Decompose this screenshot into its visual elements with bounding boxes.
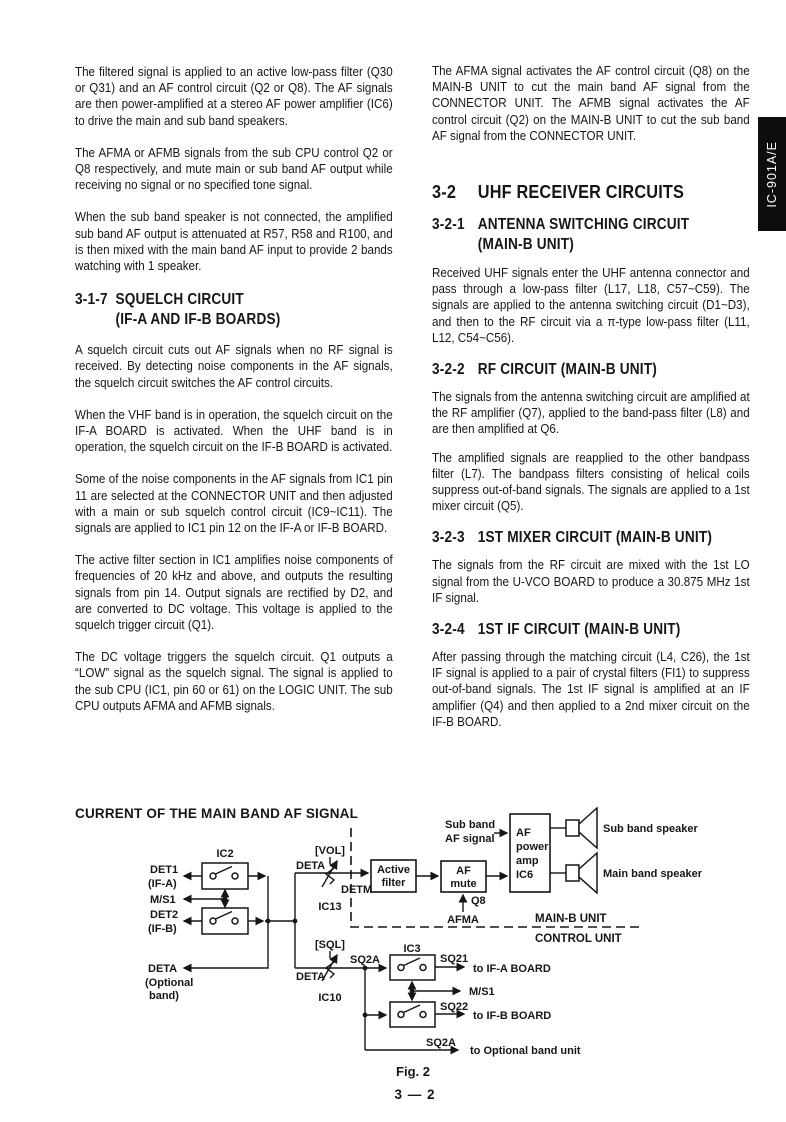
paragraph: The amplified signals are reapplied to the other bandpass filter (L7). The bandpass filters consisting of helical coils suppress out-of-band signals. The signals are applied to a 1st mixer circuit (Q5). bbox=[432, 449, 750, 514]
svg-text:filter: filter bbox=[381, 877, 406, 889]
heading-title: 1ST MIXER CIRCUIT (MAIN-B UNIT) bbox=[477, 529, 713, 547]
label-deta-optional: DETA bbox=[148, 963, 178, 975]
af-signal-flow-diagram bbox=[0, 800, 786, 1086]
side-tab-label: IC-901A/E bbox=[765, 140, 779, 208]
paragraph: The signals from the antenna switching circuit are amplified at the RF amplifier (Q7), applied to the band-pass filter (L8) and are then amplified at Q6. bbox=[432, 389, 750, 437]
label-ms1-right: M/S1 bbox=[469, 986, 495, 998]
paragraph: When the sub band speaker is not connected, the amplified sub band AF output is attenuated at R57, R58 and R100, and is then mixed with the main band AF input to provide 2 bands watching with 1 speaker. bbox=[75, 209, 393, 274]
label-sq2a-bottom: SQ2A bbox=[426, 1037, 456, 1049]
label-det1: DET1 bbox=[150, 864, 179, 876]
label-vol: [VOL] bbox=[315, 845, 345, 857]
paragraph: The active filter section in IC1 amplifies noise components of frequencies of 20 kHz and above, and outputs the resulting signals from pin 14. Output signals are rectified by D2, and are converted to DC voltage. This voltage is applied to the squelch trigger circuit (Q1). bbox=[75, 552, 393, 633]
svg-text:amp: amp bbox=[516, 855, 539, 867]
label-deta-optional-2: (Optional bbox=[145, 977, 194, 989]
af-mute-box bbox=[441, 861, 486, 892]
heading-title: UHF RECEIVER CIRCUITS bbox=[477, 181, 685, 203]
label-sub-band-af-signal-2: AF signal bbox=[445, 833, 495, 845]
heading-3-2-3 bbox=[432, 528, 750, 548]
heading-number: 3-1-7 bbox=[75, 291, 108, 309]
main-band-speaker-icon bbox=[566, 853, 597, 893]
svg-text:Active: Active bbox=[376, 864, 411, 876]
label-ic3: IC3 bbox=[403, 943, 421, 955]
heading-3-1-7 bbox=[75, 290, 393, 330]
heading-3-2-1 bbox=[432, 215, 750, 255]
label-det2-board: (IF-B) bbox=[148, 923, 177, 935]
label-main-b-unit: MAIN-B UNIT bbox=[535, 913, 607, 925]
paragraph: The filtered signal is applied to an active low-pass filter (Q30 or Q31) and an AF control circuit (Q2 or Q8). The AF signals are then power-amplified at a stereo AF power amplifier (IC6) to drive the main and sub band speakers. bbox=[75, 64, 393, 128]
svg-text:AF: AF bbox=[516, 827, 531, 839]
heading-number: 3-2 bbox=[432, 181, 457, 203]
paragraph: The signals from the RF circuit are mixed with the 1st LO signal from the U-VCO BOARD to produce a 30.875 MHz 1st IF signal. bbox=[432, 557, 750, 605]
label-to-if-b-board: to IF-B BOARD bbox=[473, 1010, 552, 1022]
label-main-band-speaker: Main band speaker bbox=[603, 868, 703, 880]
label-ic2: IC2 bbox=[216, 848, 234, 860]
left-column bbox=[75, 64, 393, 730]
heading-number: 3-2-2 bbox=[432, 361, 465, 379]
sub-band-speaker-icon bbox=[566, 808, 597, 848]
heading-3-2 bbox=[432, 180, 750, 203]
paragraph: Received UHF signals enter the UHF antenna connector and pass through a low-pass filter (L17, L18, C57~C59). The signals are applied to the antenna switching circuit (D1~D3), and then to the RF circuit via a π-type low-pass filter (L11, L12, C54~C56). bbox=[432, 265, 750, 345]
af-power-amp-box bbox=[510, 814, 550, 892]
label-det2: DET2 bbox=[150, 909, 179, 921]
figure-caption: Fig. 2 bbox=[396, 1064, 430, 1079]
label-deta-sql: DETA bbox=[296, 971, 326, 983]
heading-subtitle: (IF-A AND IF-B BOARDS) bbox=[115, 311, 281, 329]
svg-text:IC6: IC6 bbox=[516, 869, 534, 881]
active-filter-box bbox=[371, 860, 416, 892]
heading-subtitle: (MAIN-B UNIT) bbox=[477, 236, 574, 254]
paragraph: The DC voltage triggers the squelch circuit. Q1 outputs a “LOW” signal as the squelch signal. The signal is applied to the sub CPU (IC1, pin 60 or 61) on the LOGIC UNIT. The sub CPU outputs AFMA and AFMB signals. bbox=[75, 649, 393, 713]
label-deta-optional-3: band) bbox=[149, 990, 179, 1002]
paragraph: The AFMA signal activates the AF control circuit (Q8) on the MAIN-B UNIT to cut the main band AF signal from the CONNECTOR UNIT. The AFMB signal activates the AF control circuit (Q2) on the MAIN-B UNIT to cut the sub band AF signal from the CONNECTOR UNIT. bbox=[432, 63, 750, 143]
label-sq22: SQ22 bbox=[440, 1001, 469, 1013]
paragraph: Some of the noise components in the AF signals from IC1 pin 11 are selected at the CONNECTOR UNIT and then adjusted with a main or sub squelch control circuit (IC9~IC11). The signals are applied to IC1 pin 12 on the IF-A or IF-B BOARD. bbox=[75, 471, 393, 536]
label-control-unit: CONTROL UNIT bbox=[535, 933, 622, 945]
diagram-labels bbox=[145, 819, 703, 1079]
heading-number: 3-2-3 bbox=[432, 529, 465, 547]
label-ic13: IC13 bbox=[318, 901, 342, 913]
label-afma: AFMA bbox=[447, 914, 479, 926]
page-number: 3 — 2 bbox=[394, 1087, 436, 1102]
label-sub-band-af-signal: Sub band bbox=[445, 819, 496, 831]
paragraph: When the VHF band is in operation, the squelch circuit on the IF-A BOARD is activated. When the UHF band is in operation, the squelch circuit on the IF-B BOARD is activated. bbox=[75, 406, 393, 455]
svg-text:AF: AF bbox=[456, 865, 471, 877]
label-sq2a: SQ2A bbox=[350, 954, 380, 966]
side-index-tab bbox=[758, 117, 786, 231]
heading-3-2-2 bbox=[432, 360, 750, 380]
paragraph: A squelch circuit cuts out AF signals when no RF signal is received. By detecting noise components in the AF signals, the squelch circuit switches the AF control circuits. bbox=[75, 342, 393, 390]
label-sub-band-speaker: Sub band speaker bbox=[603, 823, 698, 835]
paragraph: The AFMA or AFMB signals from the sub CPU control Q2 or Q8 respectively, and mute main or sub band AF output while receiving no signal or no specified tone signal. bbox=[75, 144, 393, 193]
heading-title: RF CIRCUIT (MAIN-B UNIT) bbox=[477, 361, 658, 379]
label-sq21: SQ21 bbox=[440, 953, 469, 965]
label-q8: Q8 bbox=[471, 895, 486, 907]
svg-text:mute: mute bbox=[450, 878, 477, 890]
label-detm: DETM bbox=[341, 884, 373, 896]
right-column bbox=[432, 63, 750, 742]
heading-number: 3-2-1 bbox=[432, 216, 465, 234]
label-ms1: M/S1 bbox=[150, 894, 176, 906]
heading-title: 1ST IF CIRCUIT (MAIN-B UNIT) bbox=[477, 621, 681, 639]
label-det1-board: (IF-A) bbox=[148, 878, 177, 890]
label-sql: [SQL] bbox=[315, 939, 345, 951]
label-deta-vol: DETA bbox=[296, 860, 326, 872]
label-ic10: IC10 bbox=[318, 992, 342, 1004]
heading-3-2-4 bbox=[432, 620, 750, 640]
figure-title: CURRENT OF THE MAIN BAND AF SIGNAL bbox=[75, 806, 359, 821]
paragraph: After passing through the matching circuit (L4, C26), the 1st IF signal is applied to a pair of crystal filters (FI1) to suppress out-of-band signals. The 1st IF signal is amplified at an IF amplifier (Q4) and then applied to a 2nd mixer circuit on the IF-B BOARD. bbox=[432, 649, 750, 729]
heading-title: ANTENNA SWITCHING CIRCUIT bbox=[477, 216, 690, 234]
label-to-optional-band-unit: to Optional band unit bbox=[470, 1045, 581, 1057]
heading-title: SQUELCH CIRCUIT bbox=[115, 291, 244, 309]
label-to-if-a-board: to IF-A BOARD bbox=[473, 963, 551, 975]
svg-text:power: power bbox=[516, 841, 549, 853]
heading-number: 3-2-4 bbox=[432, 621, 465, 639]
